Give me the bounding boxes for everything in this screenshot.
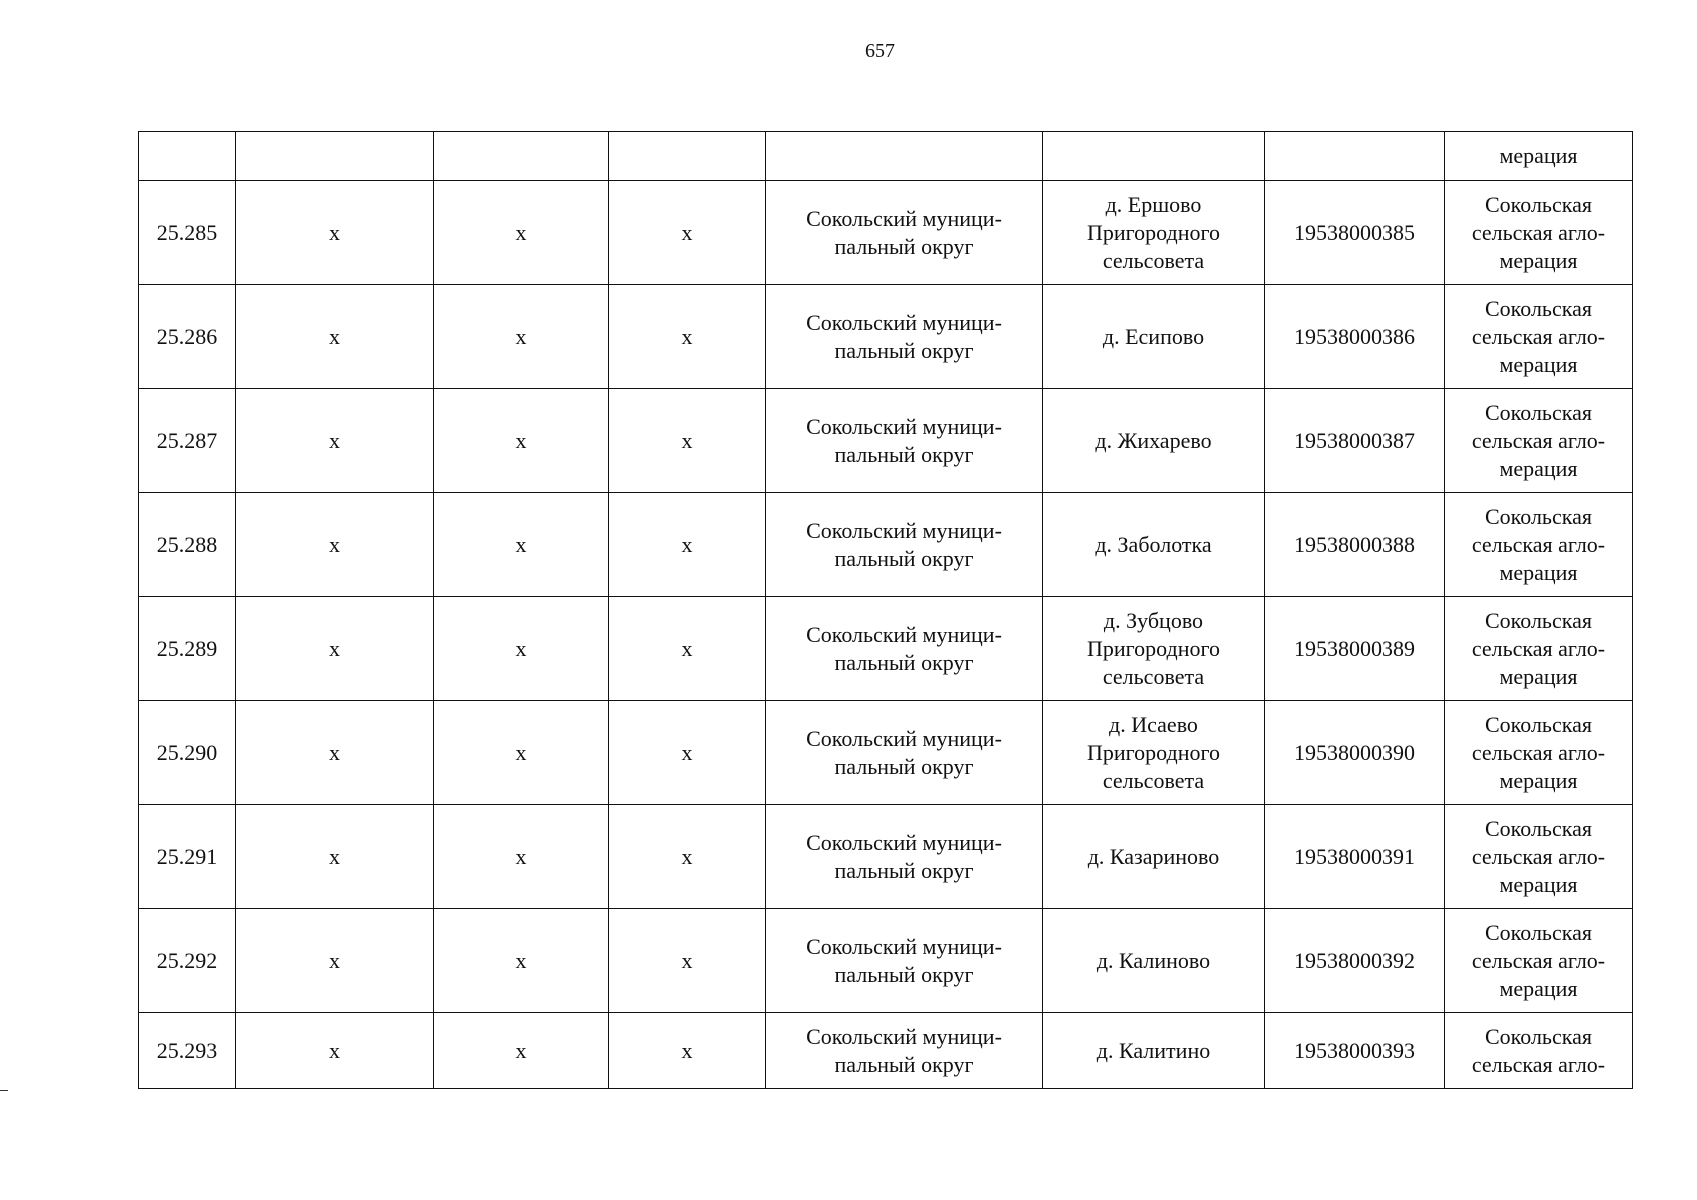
- mark-cell: х: [609, 909, 766, 1013]
- agglomeration-cell-line: мерация: [1499, 351, 1578, 377]
- table-cell: [609, 132, 766, 181]
- district-cell-line: пальный округ: [834, 441, 974, 467]
- row-number-cell: 25.291: [139, 805, 236, 909]
- district-cell: [766, 909, 1043, 1013]
- table-cell: [1043, 132, 1265, 181]
- agglomeration-cell: [1445, 701, 1633, 805]
- agglomeration-cell-line: сельская агло-: [1471, 1051, 1606, 1077]
- place-cell-line: Пригородного: [1087, 635, 1220, 661]
- district-cell: [766, 805, 1043, 909]
- mark-cell: х: [609, 285, 766, 389]
- mark-cell: х: [434, 181, 609, 285]
- table-row: [139, 389, 1633, 493]
- district-cell-line: Сокольский муници-: [806, 413, 1002, 439]
- place-cell-line: Пригородного: [1087, 219, 1220, 245]
- place-cell: [1043, 805, 1265, 909]
- mark-cell: х: [434, 389, 609, 493]
- mark-cell: х: [236, 493, 434, 597]
- district-cell-line: пальный округ: [834, 649, 974, 675]
- district-cell: [766, 1013, 1043, 1089]
- table-row: [139, 181, 1633, 285]
- oktmo-code-cell: 19538000389: [1265, 597, 1445, 701]
- table-row: [139, 493, 1633, 597]
- agglomeration-cell: [1445, 181, 1633, 285]
- row-number-cell: 25.287: [139, 389, 236, 493]
- table-row: [139, 805, 1633, 909]
- continuation-row: [139, 132, 1633, 181]
- agglomeration-cell-line: сельская агло-: [1471, 739, 1606, 765]
- mark-cell: х: [434, 909, 609, 1013]
- mark-cell: х: [609, 181, 766, 285]
- row-number-cell: 25.289: [139, 597, 236, 701]
- agglomeration-cell-line: мерация: [1499, 767, 1578, 793]
- district-cell-line: Сокольский муници-: [806, 1023, 1002, 1049]
- table-cell: [236, 132, 434, 181]
- agglomeration-cell: [1445, 805, 1633, 909]
- place-cell-line: сельсовета: [1102, 663, 1205, 689]
- agglomeration-cell-line: Сокольская: [1485, 607, 1592, 633]
- mark-cell: х: [609, 805, 766, 909]
- agglomeration-cell-line: Сокольская: [1485, 295, 1592, 321]
- oktmo-code-cell: 19538000390: [1265, 701, 1445, 805]
- place-cell-line: д. Есипово: [1102, 323, 1205, 349]
- table-cell: [1265, 132, 1445, 181]
- place-cell-line: д. Жихарево: [1095, 427, 1212, 453]
- agglomeration-cell: [1445, 493, 1633, 597]
- mark-cell: х: [236, 597, 434, 701]
- mark-cell: х: [609, 597, 766, 701]
- place-cell-line: сельсовета: [1102, 247, 1205, 273]
- agglomeration-cell-line: мерация: [1499, 663, 1578, 689]
- page-number: 657: [865, 40, 895, 62]
- agglomeration-cell-line: Сокольская: [1485, 815, 1592, 841]
- table-cell: [139, 132, 236, 181]
- place-cell: [1043, 285, 1265, 389]
- agglomeration-cell-line: Сокольская: [1485, 399, 1592, 425]
- place-cell-line: д. Исаево: [1109, 711, 1198, 737]
- district-cell-line: пальный округ: [834, 233, 974, 259]
- oktmo-code-cell: 19538000392: [1265, 909, 1445, 1013]
- mark-cell: х: [434, 701, 609, 805]
- place-cell-line: сельсовета: [1102, 767, 1205, 793]
- agglomeration-cell-line: сельская агло-: [1471, 219, 1606, 245]
- row-number-cell: 25.286: [139, 285, 236, 389]
- mark-cell: х: [236, 285, 434, 389]
- agglomeration-cell-line: сельская агло-: [1471, 531, 1606, 557]
- place-cell: [1043, 181, 1265, 285]
- district-cell-line: пальный округ: [834, 753, 974, 779]
- district-cell: [766, 285, 1043, 389]
- mark-cell: х: [609, 701, 766, 805]
- row-number-cell: 25.285: [139, 181, 236, 285]
- agglomeration-cell-line: Сокольская: [1485, 503, 1592, 529]
- table-row: [139, 909, 1633, 1013]
- agglomeration-cell-line: сельская агло-: [1471, 947, 1606, 973]
- mark-cell: х: [609, 1013, 766, 1089]
- oktmo-code-cell: 19538000387: [1265, 389, 1445, 493]
- district-cell-line: Сокольский муници-: [806, 725, 1002, 751]
- place-cell: [1043, 1013, 1265, 1089]
- oktmo-code-cell: 19538000385: [1265, 181, 1445, 285]
- district-cell-line: пальный округ: [834, 857, 974, 883]
- mark-cell: х: [236, 805, 434, 909]
- agglomeration-cell-line: сельская агло-: [1471, 843, 1606, 869]
- district-cell-line: Сокольский муници-: [806, 621, 1002, 647]
- district-cell-line: Сокольский муници-: [806, 829, 1002, 855]
- agglomeration-cell: [1445, 1013, 1633, 1089]
- mark-cell: х: [434, 805, 609, 909]
- place-cell: [1043, 597, 1265, 701]
- place-cell: [1043, 389, 1265, 493]
- agglomeration-cell: [1445, 597, 1633, 701]
- table-row: [139, 1013, 1633, 1089]
- table-row: [139, 597, 1633, 701]
- place-cell-line: д. Зубцово: [1103, 607, 1204, 633]
- settlements-table: [138, 131, 1633, 1089]
- row-number-cell: 25.290: [139, 701, 236, 805]
- place-cell-line: д. Заболотка: [1095, 531, 1212, 557]
- district-cell: [766, 597, 1043, 701]
- row-number-cell: 25.293: [139, 1013, 236, 1089]
- place-cell: [1043, 909, 1265, 1013]
- district-cell-line: Сокольский муници-: [806, 309, 1002, 335]
- table-cell: [766, 132, 1043, 181]
- district-cell-line: Сокольский муници-: [806, 517, 1002, 543]
- table-cell: [434, 132, 609, 181]
- agglomeration-cell-line: сельская агло-: [1471, 323, 1606, 349]
- agglomeration-cell: [1445, 389, 1633, 493]
- district-cell-line: Сокольский муници-: [806, 933, 1002, 959]
- table-row: [139, 701, 1633, 805]
- agglomeration-cell-line: Сокольская: [1485, 1023, 1592, 1049]
- table-body: [139, 132, 1633, 1089]
- agglomeration-cell-line: мерация: [1499, 871, 1578, 897]
- oktmo-code-cell: 19538000393: [1265, 1013, 1445, 1089]
- oktmo-code-cell: 19538000386: [1265, 285, 1445, 389]
- mark-cell: х: [236, 181, 434, 285]
- mark-cell: х: [236, 909, 434, 1013]
- district-cell: [766, 181, 1043, 285]
- place-cell-line: д. Ершово: [1105, 191, 1202, 217]
- agglomeration-cell-line: сельская агло-: [1471, 427, 1606, 453]
- district-cell-line: пальный округ: [834, 337, 974, 363]
- mark-cell: х: [434, 597, 609, 701]
- agglomeration-cell: [1445, 285, 1633, 389]
- agglomeration-cell: [1445, 909, 1633, 1013]
- row-number-cell: 25.288: [139, 493, 236, 597]
- agglomeration-cell-line: мерация: [1499, 975, 1578, 1001]
- mark-cell: х: [236, 1013, 434, 1089]
- district-cell-line: пальный округ: [834, 1051, 974, 1077]
- table-row: [139, 285, 1633, 389]
- district-cell: [766, 389, 1043, 493]
- mark-cell: х: [609, 389, 766, 493]
- agglomeration-cell-line: Сокольская: [1485, 919, 1592, 945]
- oktmo-code-cell: 19538000391: [1265, 805, 1445, 909]
- place-cell: [1043, 493, 1265, 597]
- mark-cell: х: [434, 1013, 609, 1089]
- agglomeration-cell-line: Сокольская: [1485, 711, 1592, 737]
- agglomeration-cell-line: мерация: [1499, 559, 1578, 585]
- district-cell-line: пальный округ: [834, 545, 974, 571]
- agglomeration-cell-line: Сокольская: [1485, 191, 1592, 217]
- mark-cell: х: [236, 389, 434, 493]
- mark-cell: х: [236, 701, 434, 805]
- place-cell-line: д. Калитино: [1096, 1037, 1211, 1063]
- place-cell: [1043, 701, 1265, 805]
- place-cell-line: д. Калиново: [1096, 947, 1211, 973]
- mark-cell: х: [434, 493, 609, 597]
- place-cell-line: Пригородного: [1087, 739, 1220, 765]
- agglomeration-cell: мерация: [1445, 132, 1633, 181]
- agglomeration-cell-line: мерация: [1499, 247, 1578, 273]
- agglomeration-cell-line: сельская агло-: [1471, 635, 1606, 661]
- district-cell: [766, 493, 1043, 597]
- agglomeration-cell-line: мерация: [1499, 455, 1578, 481]
- oktmo-code-cell: 19538000388: [1265, 493, 1445, 597]
- mark-cell: х: [434, 285, 609, 389]
- margin-mark: [0, 1090, 8, 1091]
- district-cell: [766, 701, 1043, 805]
- mark-cell: х: [609, 493, 766, 597]
- district-cell-line: Сокольский муници-: [806, 205, 1002, 231]
- row-number-cell: 25.292: [139, 909, 236, 1013]
- district-cell-line: пальный округ: [834, 961, 974, 987]
- place-cell-line: д. Казариново: [1087, 843, 1220, 869]
